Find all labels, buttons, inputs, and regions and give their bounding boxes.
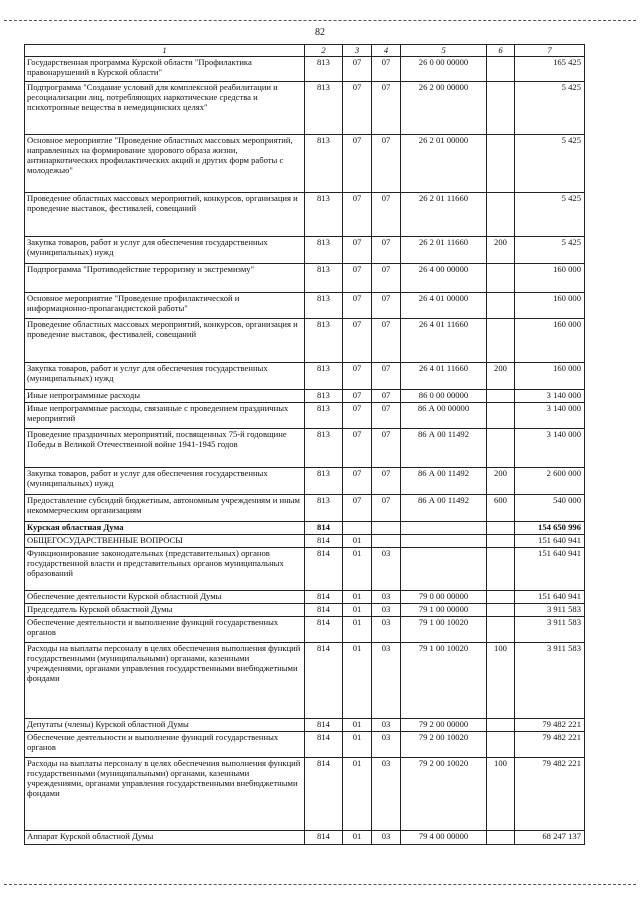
admin-code-cell: 813 [305,237,343,264]
section-code-cell: 07 [343,135,372,193]
amount-cell: 2 600 000 [515,468,585,495]
subsection-code-cell: 07 [372,237,401,264]
section-code-cell: 07 [343,264,372,293]
subsection-code-cell [372,522,401,535]
section-code-cell: 01 [343,643,372,719]
row-name-cell: Проведение областных массовых мероприятий, конкурсов, организация и проведение выставок, фестивалей, совещаний [25,193,305,237]
admin-code-cell: 813 [305,429,343,468]
subsection-code-cell: 07 [372,468,401,495]
subsection-code-cell: 03 [372,758,401,831]
expense-type-cell [487,535,515,548]
target-article-cell: 79 4 00 00000 [401,831,487,845]
amount-cell: 5 425 [515,193,585,237]
section-code-cell: 01 [343,604,372,617]
expense-type-cell [487,617,515,643]
amount-cell: 5 425 [515,237,585,264]
expense-type-cell [487,604,515,617]
expense-type-cell [487,591,515,604]
expense-type-cell [487,319,515,363]
target-article-cell: 26 0 00 00000 [401,57,487,82]
table-row [25,429,585,468]
target-article-cell: 86 А 00 11492 [401,429,487,468]
amount-cell: 68 247 137 [515,831,585,845]
amount-cell: 160 000 [515,319,585,363]
subsection-code-cell: 07 [372,264,401,293]
admin-code-cell: 813 [305,135,343,193]
budget-table-sheet [24,44,584,845]
table-row [25,293,585,319]
admin-code-cell: 813 [305,403,343,429]
amount-cell: 3 911 583 [515,643,585,719]
expense-type-cell: 200 [487,468,515,495]
admin-code-cell: 814 [305,548,343,591]
table-row [25,468,585,495]
subsection-code-cell: 03 [372,643,401,719]
admin-code-cell: 814 [305,719,343,732]
section-code-cell: 07 [343,319,372,363]
column-header: 7 [515,45,585,57]
amount-cell: 151 640 941 [515,591,585,604]
table-row [25,548,585,591]
table-row [25,135,585,193]
admin-code-cell: 814 [305,535,343,548]
column-header: 4 [372,45,401,57]
expense-type-cell [487,135,515,193]
section-code-cell: 01 [343,535,372,548]
amount-cell: 3 140 000 [515,390,585,403]
target-article-cell: 26 2 00 00000 [401,82,487,135]
row-name-cell: Председатель Курской областной Думы [25,604,305,617]
row-name-cell: Предоставление субсидий бюджетным, автономным учреждениям и иным некоммерческим организациям [25,495,305,522]
table-row [25,390,585,403]
subsection-code-cell: 07 [372,193,401,237]
budget-table [24,44,585,845]
expense-type-cell: 200 [487,363,515,390]
section-code-cell: 07 [343,293,372,319]
row-name-cell: Иные непрограммные расходы [25,390,305,403]
admin-code-cell: 814 [305,732,343,758]
target-article-cell: 26 4 01 00000 [401,293,487,319]
column-header: 6 [487,45,515,57]
table-row [25,604,585,617]
target-article-cell: 26 2 01 11660 [401,237,487,264]
target-article-cell: 79 0 00 00000 [401,591,487,604]
table-row [25,237,585,264]
section-code-cell: 01 [343,758,372,831]
subsection-code-cell: 03 [372,617,401,643]
top-dashed-rule [4,20,636,21]
admin-code-cell: 813 [305,468,343,495]
subsection-code-cell: 03 [372,732,401,758]
subsection-code-cell [372,535,401,548]
target-article-cell: 26 4 01 11660 [401,319,487,363]
expense-type-cell: 600 [487,495,515,522]
amount-cell: 3 911 583 [515,617,585,643]
subsection-code-cell: 07 [372,57,401,82]
row-name-cell: ОБЩЕГОСУДАРСТВЕННЫЕ ВОПРОСЫ [25,535,305,548]
amount-cell: 79 482 221 [515,732,585,758]
row-name-cell: Иные непрограммные расходы, связанные с проведением праздничных мероприятий [25,403,305,429]
amount-cell: 3 911 583 [515,604,585,617]
admin-code-cell: 814 [305,591,343,604]
amount-cell: 5 425 [515,135,585,193]
amount-cell: 3 140 000 [515,429,585,468]
amount-cell: 79 482 221 [515,758,585,831]
section-code-cell: 01 [343,548,372,591]
target-article-cell: 86 А 00 00000 [401,403,487,429]
subsection-code-cell: 07 [372,135,401,193]
row-name-cell: Функционирование законодательных (представительных) органов государственной власти и представительных органов муниципальных образований [25,548,305,591]
expense-type-cell [487,293,515,319]
column-header: 2 [305,45,343,57]
target-article-cell: 86 А 00 11492 [401,468,487,495]
section-code-cell: 01 [343,732,372,758]
admin-code-cell: 813 [305,495,343,522]
section-code-cell [343,522,372,535]
subsection-code-cell: 07 [372,390,401,403]
table-row [25,363,585,390]
section-code-cell: 01 [343,719,372,732]
admin-code-cell: 814 [305,643,343,719]
table-row [25,732,585,758]
target-article-cell: 79 1 00 10020 [401,617,487,643]
table-body [25,57,585,845]
section-code-cell: 07 [343,390,372,403]
column-header: 5 [401,45,487,57]
row-name-cell: Курская областная Дума [25,522,305,535]
target-article-cell: 26 4 01 11660 [401,363,487,390]
expense-type-cell [487,390,515,403]
expense-type-cell [487,719,515,732]
table-row [25,264,585,293]
table-row [25,193,585,237]
section-code-cell: 01 [343,831,372,845]
column-number-header [25,45,585,57]
row-name-cell: Расходы на выплаты персоналу в целях обеспечения выполнения функций государственными (муниципальными) органами, казенными учреждениями, органами управления государственными внебюджетными фондами [25,758,305,831]
table-row [25,617,585,643]
admin-code-cell: 813 [305,82,343,135]
target-article-cell [401,522,487,535]
amount-cell: 151 640 941 [515,548,585,591]
expense-type-cell [487,264,515,293]
expense-type-cell: 200 [487,237,515,264]
subsection-code-cell: 07 [372,293,401,319]
section-code-cell: 07 [343,363,372,390]
table-row [25,82,585,135]
admin-code-cell: 813 [305,293,343,319]
target-article-cell: 26 2 01 00000 [401,135,487,193]
column-header: 1 [25,45,305,57]
amount-cell: 5 425 [515,82,585,135]
subsection-code-cell: 03 [372,831,401,845]
amount-cell: 540 000 [515,495,585,522]
row-name-cell: Основное мероприятие "Проведение областных массовых мероприятий, направленных на формирование здорового образа жизни, антинаркотических профилактических акций и других форм работы с молодежью" [25,135,305,193]
table-row [25,522,585,535]
row-name-cell: Основное мероприятие "Проведение профилактической и информационно-пропагандистской работы" [25,293,305,319]
row-name-cell: Обеспечение деятельности и выполнение функций государственных органов [25,732,305,758]
section-code-cell: 07 [343,495,372,522]
subsection-code-cell: 07 [372,495,401,522]
expense-type-cell [487,522,515,535]
section-code-cell: 01 [343,591,372,604]
row-name-cell: Закупка товаров, работ и услуг для обеспечения государственных (муниципальных) нужд [25,468,305,495]
target-article-cell: 79 2 00 00000 [401,719,487,732]
subsection-code-cell: 07 [372,319,401,363]
target-article-cell: 79 2 00 10020 [401,732,487,758]
target-article-cell: 86 А 00 11492 [401,495,487,522]
admin-code-cell: 813 [305,319,343,363]
admin-code-cell: 814 [305,522,343,535]
admin-code-cell: 813 [305,57,343,82]
row-name-cell: Подпрограмма "Создание условий для комплексной реабилитации и ресоциализации лиц, потребляющих наркотические средства и психотропные вещества в немедицинских целях" [25,82,305,135]
expense-type-cell [487,57,515,82]
expense-type-cell: 100 [487,643,515,719]
row-name-cell: Закупка товаров, работ и услуг для обеспечения государственных (муниципальных) нужд [25,363,305,390]
section-code-cell: 07 [343,403,372,429]
target-article-cell: 79 1 00 00000 [401,604,487,617]
table-row [25,403,585,429]
expense-type-cell [487,831,515,845]
admin-code-cell: 813 [305,264,343,293]
admin-code-cell: 813 [305,363,343,390]
admin-code-cell: 814 [305,831,343,845]
section-code-cell: 07 [343,468,372,495]
table-row [25,719,585,732]
section-code-cell: 07 [343,57,372,82]
table-row [25,591,585,604]
amount-cell: 3 140 000 [515,403,585,429]
amount-cell: 160 000 [515,293,585,319]
expense-type-cell [487,193,515,237]
row-name-cell: Депутаты (члены) Курской областной Думы [25,719,305,732]
subsection-code-cell: 07 [372,403,401,429]
amount-cell: 165 425 [515,57,585,82]
bottom-dashed-rule [4,884,636,885]
section-code-cell: 01 [343,617,372,643]
expense-type-cell [487,82,515,135]
target-article-cell: 79 1 00 10020 [401,643,487,719]
table-row [25,643,585,719]
row-name-cell: Государственная программа Курской области "Профилактика правонарушений в Курской области" [25,57,305,82]
target-article-cell: 79 2 00 10020 [401,758,487,831]
expense-type-cell [487,548,515,591]
section-code-cell: 07 [343,193,372,237]
admin-code-cell: 814 [305,617,343,643]
section-code-cell: 07 [343,429,372,468]
amount-cell: 160 000 [515,363,585,390]
row-name-cell: Проведение областных массовых мероприятий, конкурсов, организация и проведение выставок, фестивалей, совещаний [25,319,305,363]
table-row [25,495,585,522]
expense-type-cell [487,403,515,429]
subsection-code-cell: 07 [372,429,401,468]
row-name-cell: Закупка товаров, работ и услуг для обеспечения государственных (муниципальных) нужд [25,237,305,264]
table-row [25,831,585,845]
target-article-cell [401,535,487,548]
subsection-code-cell: 03 [372,604,401,617]
table-row [25,758,585,831]
expense-type-cell [487,429,515,468]
subsection-code-cell: 03 [372,591,401,604]
table-row [25,535,585,548]
target-article-cell: 26 2 01 11660 [401,193,487,237]
section-code-cell: 07 [343,237,372,264]
subsection-code-cell: 07 [372,363,401,390]
target-article-cell: 86 0 00 00000 [401,390,487,403]
row-name-cell: Подпрограмма "Противодействие терроризму и экстремизму" [25,264,305,293]
row-name-cell: Обеспечение деятельности Курской областной Думы [25,591,305,604]
target-article-cell [401,548,487,591]
admin-code-cell: 813 [305,193,343,237]
row-name-cell: Проведение праздничных мероприятий, посвященных 75-й годовщине Победы в Великой Отечественной войне 1941-1945 годов [25,429,305,468]
subsection-code-cell: 07 [372,82,401,135]
admin-code-cell: 813 [305,390,343,403]
subsection-code-cell: 03 [372,719,401,732]
admin-code-cell: 814 [305,604,343,617]
amount-cell: 151 640 941 [515,535,585,548]
amount-cell: 160 000 [515,264,585,293]
table-row [25,57,585,82]
admin-code-cell: 814 [305,758,343,831]
section-code-cell: 07 [343,82,372,135]
column-header: 3 [343,45,372,57]
table-row [25,319,585,363]
row-name-cell: Аппарат Курской областной Думы [25,831,305,845]
page-number: 82 [315,27,325,38]
expense-type-cell [487,732,515,758]
subsection-code-cell: 03 [372,548,401,591]
amount-cell: 154 650 996 [515,522,585,535]
row-name-cell: Обеспечение деятельности и выполнение функций государственных органов [25,617,305,643]
target-article-cell: 26 4 00 00000 [401,264,487,293]
amount-cell: 79 482 221 [515,719,585,732]
row-name-cell: Расходы на выплаты персоналу в целях обеспечения выполнения функций государственными (муниципальными) органами, казенными учреждениями, органами управления государственными внебюджетными фондами [25,643,305,719]
expense-type-cell: 100 [487,758,515,831]
